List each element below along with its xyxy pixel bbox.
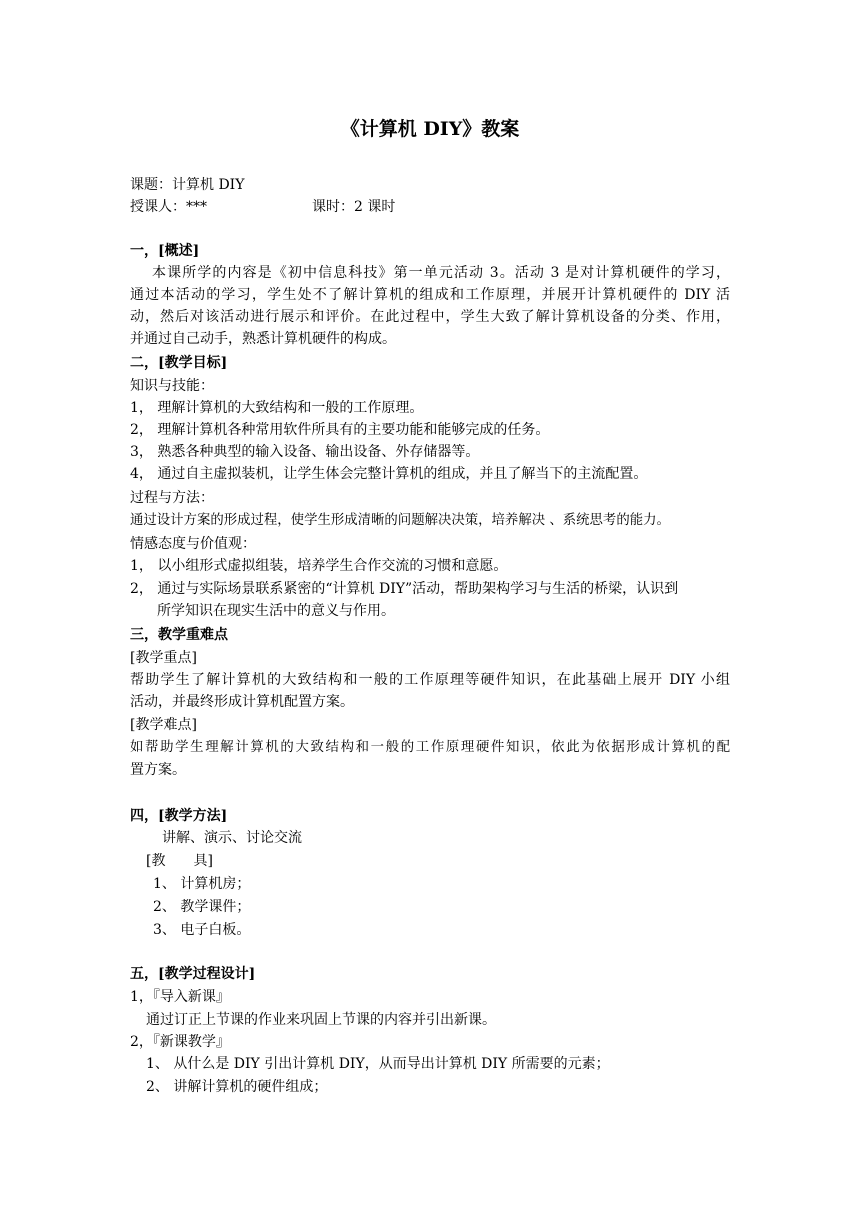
emotion-item: 2， 通过与实际场景联系紧密的“计算机 DIY”活动，帮助架构学习与生活的桥梁，认识到: [130, 581, 679, 597]
process-methods-text: 通过设计方案的形成过程，使学生形成清晰的问题解决决策，培养解决 、系统思考的能力。: [130, 513, 670, 528]
section-process-heading: 五，[教学过程设计]: [130, 966, 256, 982]
knowledge-skills-label: 知识与技能：: [130, 378, 214, 394]
difficult-point-text: 置方案。: [130, 762, 186, 778]
section-overview-heading: 一，[概述]: [130, 243, 200, 259]
overview-paragraph-line: 本课所学的内容是《初中信息科技》第一单元活动 3。活动 3 是对计算机硬件的学习，: [152, 265, 730, 281]
key-point-text: 活动，并最终形成计算机配置方案。: [130, 694, 354, 710]
knowledge-item: 4， 通过自主虚拟装机，让学生体会完整计算机的组成，并且了解当下的主流配置。: [130, 466, 648, 482]
hours-line: 课时：2 课时: [312, 199, 396, 215]
section-goals-heading: 二，[教学目标]: [130, 355, 228, 371]
process-methods-label: 过程与方法：: [130, 490, 214, 506]
emotion-values-label: 情感态度与价值观：: [130, 536, 256, 552]
teaching-methods-text: 讲解、演示、讨论交流: [162, 830, 302, 846]
key-point-text: 帮助学生了解计算机的大致结构和一般的工作原理等硬件知识，在此基础上展开 DIY 小组: [130, 672, 730, 688]
teaching-tool-item: 3、 电子白板。: [153, 922, 251, 938]
difficult-point-text: 如帮助学生理解计算机的大致结构和一般的工作原理硬件知识，依此为依据形成计算机的配: [130, 740, 730, 755]
difficult-point-label: [教学难点]: [130, 717, 197, 733]
overview-paragraph-line: 并通过自己动手，熟悉计算机硬件的构成。: [130, 331, 396, 347]
teaching-tools-label: [教 具]: [146, 853, 213, 869]
knowledge-item: 2， 理解计算机各种常用软件所具有的主要功能和能够完成的任务。: [130, 422, 550, 438]
process-step-title: 1，『导入新课』: [130, 989, 230, 1005]
process-step-text: 通过订正上节课的作业来巩固上节课的内容并引出新课。: [146, 1012, 496, 1028]
teaching-tool-item: 1、 计算机房；: [153, 876, 251, 892]
topic-line: 课题：计算机 DIY: [130, 177, 245, 193]
document-title: 《计算机 DIY》教案: [340, 118, 520, 140]
process-step-item: 2、 讲解计算机的硬件组成；: [146, 1079, 328, 1095]
overview-paragraph-line: 动，然后对该活动进行展示和评价。在此过程中，学生大致了解计算机设备的分类、作用，: [130, 309, 730, 325]
knowledge-item: 3， 熟悉各种典型的输入设备、输出设备、外存储器等。: [130, 444, 480, 460]
process-step-item: 1、 从什么是 DIY 引出计算机 DIY，从而导出计算机 DIY 所需要的元素；: [146, 1056, 610, 1072]
teaching-tool-item: 2、 教学课件；: [153, 899, 251, 915]
key-point-label: [教学重点]: [130, 650, 197, 666]
knowledge-item: 1， 理解计算机的大致结构和一般的工作原理。: [130, 400, 424, 416]
process-step-title: 2，『新课教学』: [130, 1034, 230, 1050]
teacher-line: 授课人：***: [130, 199, 207, 215]
section-methods-heading: 四，[教学方法]: [130, 808, 228, 824]
section-key-points-heading: 三，教学重难点: [130, 627, 228, 643]
overview-paragraph-line: 通过本活动的学习，学生处不了解计算机的组成和工作原理，并展开计算机硬件的 DIY 活: [130, 287, 730, 303]
emotion-item-continuation: 所学知识在现实生活中的意义与作用。: [157, 603, 395, 619]
emotion-item: 1， 以小组形式虚拟组装，培养学生合作交流的习惯和意愿。: [130, 558, 508, 574]
